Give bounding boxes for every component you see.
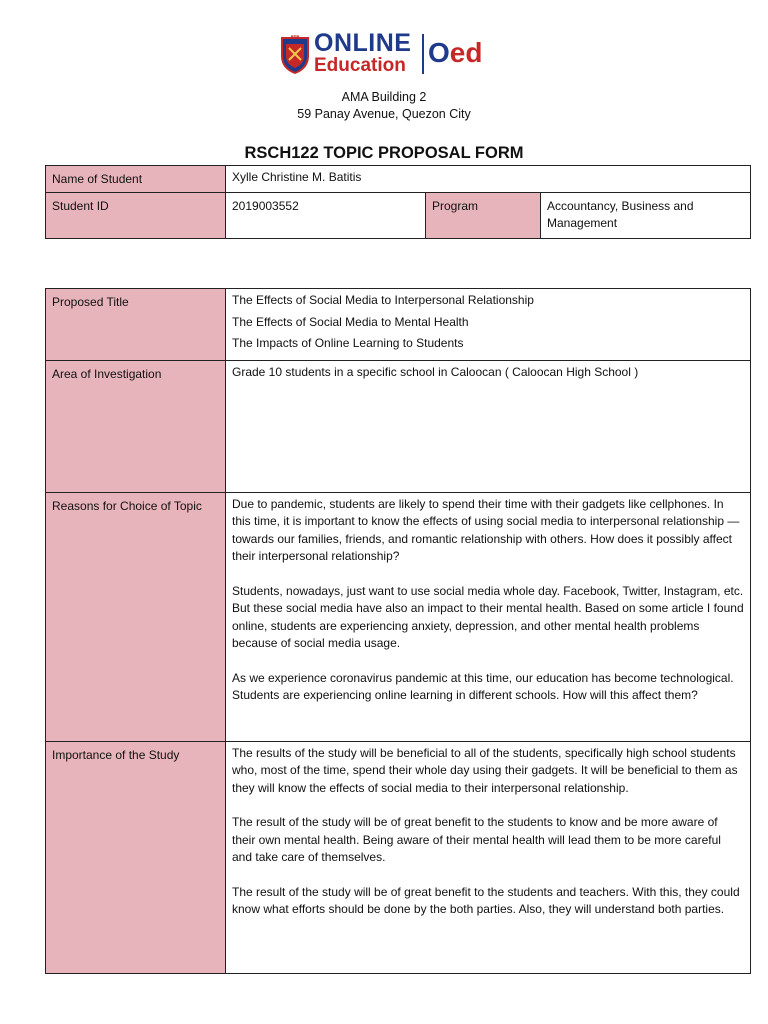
table-row (46, 492, 751, 741)
logo-online-text: ONLINE (314, 29, 412, 57)
form-title: RSCH122 TOPIC PROPOSAL FORM (244, 144, 524, 162)
reason-paragraph-1: Due to pandemic, students are likely to spend their time with their gadgets like cellphones. In this time, it is important to know the effects of using social media to interpersonal relationship — towards our families, friends, and romantic relationship with others. How does it possibly affect their interpersonal relationship? (232, 496, 740, 563)
importance-cell (226, 741, 751, 973)
address-line-2: 59 Panay Avenue, Quezon City (297, 107, 471, 121)
ama-shield-icon (280, 34, 310, 74)
student-id-value: 2019003552 (226, 192, 426, 238)
proposed-title-label: Proposed Title (46, 289, 226, 361)
importance-paragraph-1: The results of the study will be beneficial to all of the students, specifically high school students who, most of the time, spend their whole day using their gadgets. It will be beneficial to them as they will know the effects of social media to their interpersonal relationship. (232, 745, 738, 795)
reason-paragraph-2: Students, nowadays, just want to use social media whole day. Facebook, Twitter, Instagram, etc. But these social media have also an impact to their mental health. Based on some article I found online, students are experiencing anxiety, depression, and other mental health problems because of social media usage. (232, 583, 744, 650)
proposed-title-3: The Impacts of Online Learning to Students (232, 336, 464, 350)
program-label: Program (426, 192, 541, 238)
logo-oed-o: O (428, 37, 450, 68)
student-info-table (45, 165, 751, 239)
program-value: Accountancy, Business and Management (541, 192, 751, 238)
reasons-label: Reasons for Choice of Topic (46, 492, 226, 741)
proposed-title-2: The Effects of Social Media to Mental Health (232, 314, 469, 329)
name-of-student-label: Name of Student (46, 166, 226, 193)
area-of-investigation-value: Grade 10 students in a specific school in Caloocan ( Caloocan High School ) (226, 360, 751, 492)
proposed-titles-cell (226, 289, 751, 361)
table-row (46, 360, 751, 492)
importance-paragraph-2: The result of the study will be of great benefit to the students to know and be more aware of their own mental health. Being aware of their mental health will lead them to be more careful and take care of themselves. (232, 815, 721, 864)
student-id-label: Student ID (46, 192, 226, 238)
importance-label: Importance of the Study (46, 741, 226, 973)
logo-divider (422, 34, 424, 74)
reasons-cell (226, 492, 751, 741)
name-of-student-value: Xylle Christine M. Batitis (226, 166, 751, 193)
importance-paragraph-3: The result of the study will be of great benefit to the students and teachers. With this, they could know what efforts should be done by the both parties. Also, they will understand both parties. (232, 884, 740, 916)
table-row (46, 192, 751, 238)
online-education-logo (280, 30, 490, 80)
table-row (46, 166, 751, 193)
table-row (46, 289, 751, 361)
logo-oed-ed: ed (449, 37, 483, 68)
table-row (46, 741, 751, 973)
proposed-title-1: The Effects of Social Media to Interpersonal Relationship (232, 293, 534, 307)
logo-education-text: Education (314, 55, 406, 76)
shield-ama-text: AMA (290, 34, 300, 39)
address-line-1: AMA Building 2 (341, 90, 427, 104)
topic-proposal-table (45, 288, 751, 974)
area-of-investigation-label: Area of Investigation (46, 360, 226, 492)
logo-oed-text (428, 38, 482, 68)
reason-paragraph-3: As we experience coronavirus pandemic at this time, our education has become technological. Students are experiencing online learning in different schools. How will this affect them? (232, 670, 734, 702)
